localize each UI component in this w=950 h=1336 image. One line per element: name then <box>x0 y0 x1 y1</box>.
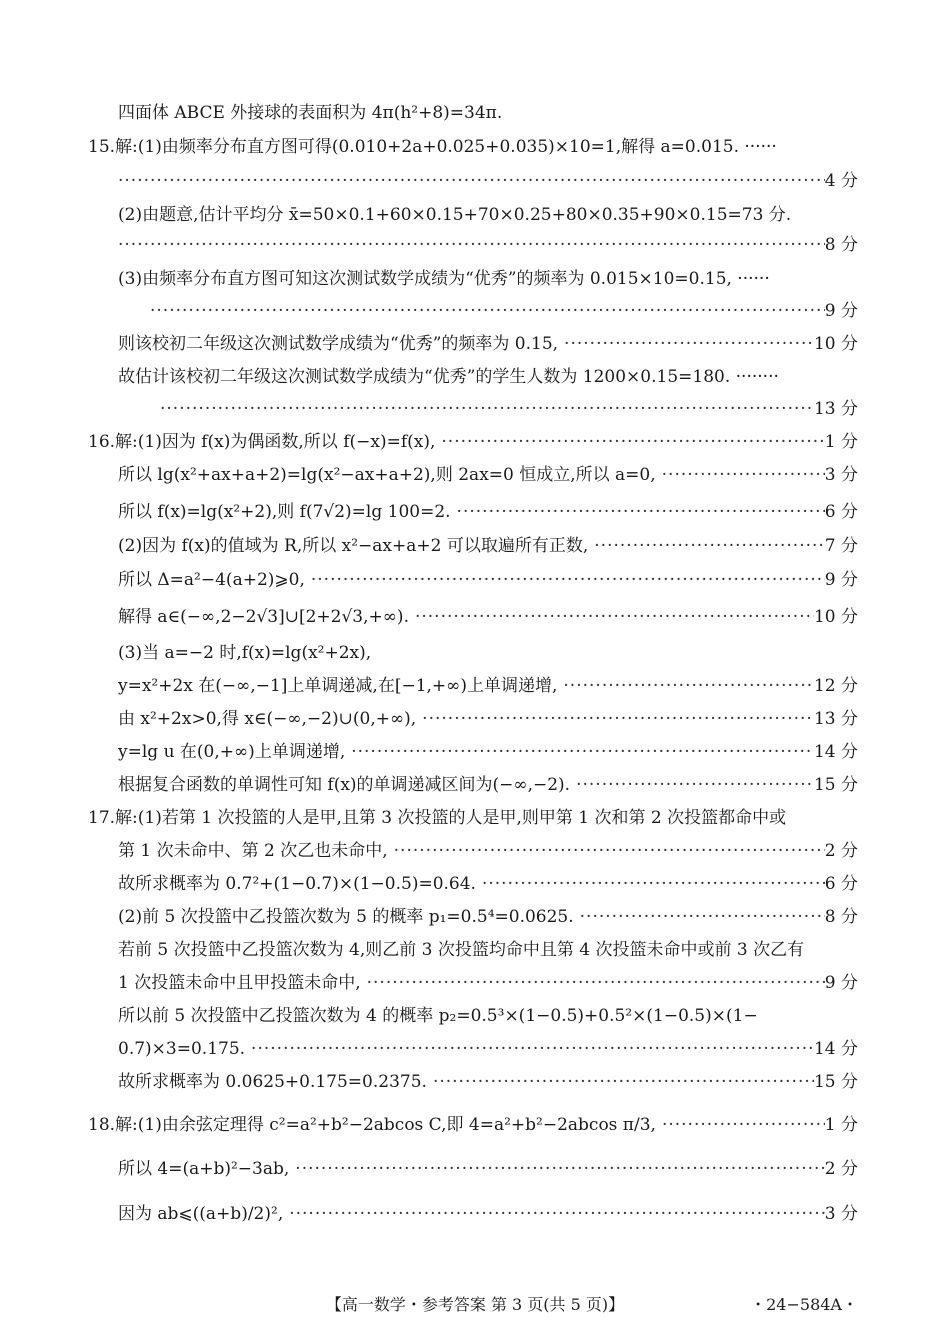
leader-dots <box>476 869 825 899</box>
leader-dots <box>416 704 814 734</box>
text-line: 1 次投篮未命中且甲投篮未命中, ····· 9 分 <box>118 968 858 998</box>
score-value: 1 分 <box>824 432 858 452</box>
score-value: 15 分 <box>813 1072 858 1092</box>
leader-dots <box>150 296 825 326</box>
text-line: 所以 f(x)=lg(x²+2),则 f(7√2)=lg 100=2. ····· 6 分 <box>118 497 858 527</box>
score-line <box>118 166 858 196</box>
score-value: 2 分 <box>824 1159 858 1179</box>
leader-dots <box>118 230 825 260</box>
footer-title: 【高一数学・参考答案 第 3 页(共 5 页)】 <box>325 1295 625 1314</box>
leader-dots <box>656 1110 825 1140</box>
score-value: 13 分 <box>813 399 858 419</box>
leader-dots <box>283 1199 825 1229</box>
text-line: (2)因为 f(x)的值域为 R,所以 x²−ax+a+2 可以取遍所有正数, ····· 7 分 <box>118 531 858 561</box>
text-line: 四面体 ABCE 外接球的表面积为 4π(h²+8)=34π. <box>118 103 503 123</box>
leader-dots <box>160 394 814 424</box>
text-line: 故估计该校初二年级这次测试数学成绩为“优秀”的学生人数为 1200×0.15=180. ········ <box>118 367 779 387</box>
score-value: 14 分 <box>813 1039 858 1059</box>
question-18-line: 18.解:(1)由余弦定理得 c²=a²+b²−2abcos C,即 4=a²+b²−2abcos π/3, ····· 1 分 <box>88 1110 858 1140</box>
leader-dots <box>289 1154 824 1184</box>
score-line <box>118 230 858 260</box>
leader-dots <box>361 968 825 998</box>
score-value: 3 分 <box>824 465 858 485</box>
text-line: 故所求概率为 0.0625+0.175=0.2375. ····· 15 分 <box>118 1067 858 1097</box>
text-line: 若前 5 次投篮中乙投篮次数为 4,则乙前 3 次投篮均命中且第 4 次投篮未命中或前 3 次乙有 <box>118 940 805 960</box>
text-line: 因为 ab⩽((a+b)/2)², ····· 3 分 <box>118 1199 858 1229</box>
text-line: 所以 Δ=a²−4(a+2)⩾0, ····· 9 分 <box>118 565 858 595</box>
leader-dots <box>574 902 825 932</box>
text-line: 解得 a∈(−∞,2−2√3]∪[2+2√3,+∞). ····· 10 分 <box>118 602 858 632</box>
text-line: 则该校初二年级这次测试数学成绩为“优秀”的频率为 0.15, ····· 10 分 <box>118 329 858 359</box>
leader-dots <box>345 737 814 767</box>
text-line: 第 1 次未命中、第 2 次乙也未命中, ····· 2 分 <box>118 836 858 866</box>
text-line: 所以前 5 次投篮中乙投篮次数为 4 的概率 p₂=0.5³×(1−0.5)+0.5²×(1−0.5)×(1− <box>118 1006 758 1026</box>
question-15-line: 15.解:(1)由频率分布直方图可得(0.010+2a+0.025+0.035)×10=1,解得 a=0.015. ······ <box>88 137 777 157</box>
score-value: 9 分 <box>824 570 858 590</box>
score-value: 3 分 <box>824 1204 858 1224</box>
text-line: 所以 lg(x²+ax+a+2)=lg(x²−ax+a+2),则 2ax=0 恒成立,所以 a=0, ····· 3 分 <box>118 460 858 490</box>
score-value: 6 分 <box>824 874 858 894</box>
leader-dots <box>558 329 814 359</box>
leader-dots <box>388 836 825 866</box>
score-value: 13 分 <box>813 709 858 729</box>
text-line: 0.7)×3=0.175. ····· 14 分 <box>118 1034 858 1064</box>
score-value: 14 分 <box>813 742 858 762</box>
text-line: 故所求概率为 0.7²+(1−0.7)×(1−0.5)=0.64. ····· 6 分 <box>118 869 858 899</box>
score-line <box>160 394 858 424</box>
score-value: 9 分 <box>824 973 858 993</box>
leader-dots <box>409 602 814 632</box>
leader-dots <box>427 1067 814 1097</box>
score-value: 9 分 <box>824 301 858 321</box>
score-value: 10 分 <box>813 607 858 627</box>
score-value: 8 分 <box>824 907 858 927</box>
leader-dots <box>570 770 814 800</box>
text-line: (2)由题意,估计平均分 x̄=50×0.1+60×0.15+70×0.25+80×0.35+90×0.15=73 分. <box>118 205 792 225</box>
leader-dots <box>305 565 825 595</box>
score-value: 8 分 <box>824 235 858 255</box>
page-footer <box>0 1290 950 1320</box>
score-value: 1 分 <box>824 1115 858 1135</box>
text-line: 根据复合函数的单调性可知 f(x)的单调递减区间为(−∞,−2). ····· 15 分 <box>118 770 858 800</box>
leader-dots <box>118 166 825 196</box>
leader-dots <box>588 531 825 561</box>
score-value: 12 分 <box>813 676 858 696</box>
score-value: 4 分 <box>824 171 858 191</box>
score-value: 7 分 <box>824 536 858 556</box>
leader-dots <box>557 671 814 701</box>
text-line: (2)前 5 次投篮中乙投篮次数为 5 的概率 p₁=0.5⁴=0.0625. ····· 8 分 <box>118 902 858 932</box>
text-line: 由 x²+2x>0,得 x∈(−∞,−2)∪(0,+∞), ····· 13 分 <box>118 704 858 734</box>
score-value: 10 分 <box>813 334 858 354</box>
text-line: 所以 4=(a+b)²−3ab, ····· 2 分 <box>118 1154 858 1184</box>
question-17-line: 17.解:(1)若第 1 次投篮的人是甲,且第 3 次投篮的人是甲,则甲第 1 次和第 2 次投篮都命中或 <box>88 808 787 828</box>
leader-dots <box>245 1034 814 1064</box>
text-line: (3)当 a=−2 时,f(x)=lg(x²+2x), <box>118 643 372 663</box>
score-line <box>150 296 858 326</box>
text-line: (3)由频率分布直方图可知这次测试数学成绩为“优秀”的频率为 0.015×10=0.15, ······ <box>118 269 770 289</box>
score-value: 6 分 <box>824 502 858 522</box>
leader-dots <box>435 427 824 457</box>
leader-dots <box>656 460 825 490</box>
text-line: y=x²+2x 在(−∞,−1]上单调递减,在[−1,+∞)上单调递增, ····· 12 分 <box>118 671 858 701</box>
score-value: 15 分 <box>813 775 858 795</box>
footer-code: ・24−584A・ <box>750 1295 858 1314</box>
score-value: 2 分 <box>824 841 858 861</box>
leader-dots <box>451 497 825 527</box>
text-line: y=lg u 在(0,+∞)上单调递增, ····· 14 分 <box>118 737 858 767</box>
question-16-line: 16.解:(1)因为 f(x)为偶函数,所以 f(−x)=f(x), ····· 1 分 <box>88 427 858 457</box>
